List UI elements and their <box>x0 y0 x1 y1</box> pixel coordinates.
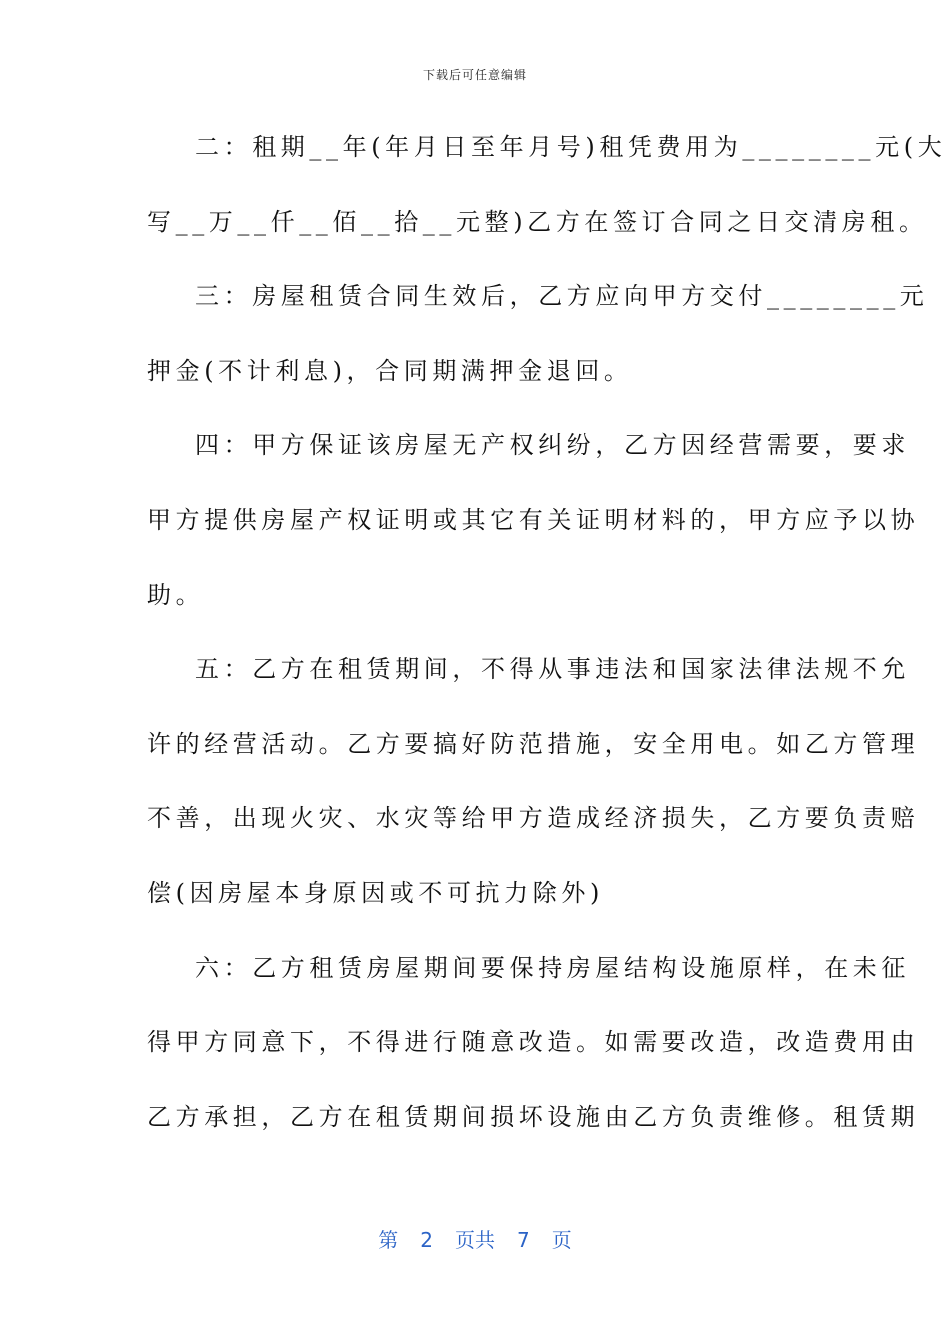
paragraph-6-line-1: 六：乙方租赁房屋期间要保持房屋结构设施原样，在未征 <box>195 953 910 982</box>
paragraph-5-line-4: 偿(因房屋本身原因或不可抗力除外) <box>147 878 604 907</box>
footer-di: 第 <box>378 1228 399 1252</box>
footer-total-pages: 7 <box>517 1228 530 1252</box>
paragraph-6-line-3: 乙方承担，乙方在租赁期间损坏设施由乙方负责维修。租赁期 <box>147 1102 920 1131</box>
paragraph-4-line-3: 助。 <box>147 580 205 609</box>
footer-ye: 页 <box>551 1228 572 1252</box>
paragraph-3-line-2: 押金(不计利息)，合同期满押金退回。 <box>147 356 633 385</box>
paragraph-5-line-1: 五：乙方在租赁期间，不得从事违法和国家法律法规不允 <box>195 655 910 684</box>
header-note: 下载后可任意编辑 <box>422 68 527 82</box>
paragraph-4-line-2: 甲方提供房屋产权证明或其它有关证明材料的，甲方应予以协 <box>147 505 920 534</box>
footer-page-number: 2 <box>420 1228 433 1252</box>
body-text <box>147 122 947 1166</box>
paragraph-2-line-2: 写__万__仟__佰__拾__元整)乙方在签订合同之日交清房租。 <box>147 207 928 236</box>
paragraph-4-line-1: 四：甲方保证该房屋无产权纠纷，乙方因经营需要，要求 <box>195 431 910 460</box>
paragraph-3-line-1: 三：房屋租赁合同生效后，乙方应向甲方交付________元 <box>195 282 929 311</box>
footer-ye-gong: 页共 <box>455 1228 495 1252</box>
paragraph-6-line-2: 得甲方同意下，不得进行随意改造。如需要改造，改造费用由 <box>147 1028 920 1057</box>
paragraph-5-line-3: 不善，出现火灾、水灾等给甲方造成经济损失，乙方要负责赔 <box>147 804 920 833</box>
page-footer <box>0 1224 950 1253</box>
paragraph-5-line-2: 许的经营活动。乙方要搞好防范措施，安全用电。如乙方管理 <box>147 729 920 758</box>
paragraph-2-line-1: 二：租期__年(年月日至年月号)租凭费用为________元(大 <box>195 133 947 161</box>
